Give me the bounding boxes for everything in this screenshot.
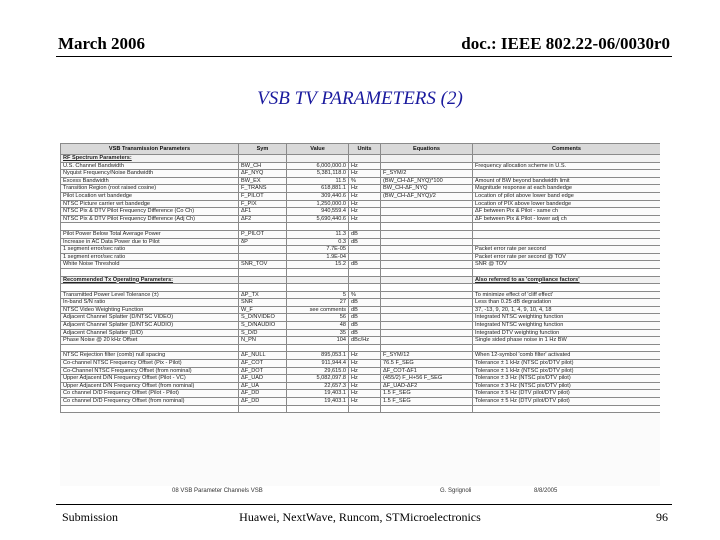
table-cell: 6,000,000.0 bbox=[287, 162, 349, 170]
table-cell: 911,944.4 bbox=[287, 360, 349, 368]
table-cell bbox=[349, 276, 381, 284]
table-cell: F_TRANS bbox=[239, 185, 287, 193]
table-cell: 76.5 F_SEG bbox=[381, 360, 473, 368]
table-cell: Hz bbox=[349, 398, 381, 406]
table-row bbox=[61, 238, 661, 246]
table-cell: 22,657.3 bbox=[287, 382, 349, 390]
table-cell: Also referred to as 'compliance factors' bbox=[473, 276, 661, 284]
table-cell: NTSC Rejection filter (comb) null spacing bbox=[61, 352, 239, 360]
table-cell: W_F bbox=[239, 306, 287, 314]
table-row bbox=[61, 375, 661, 383]
table-cell: S_D/NVIDEO bbox=[239, 314, 287, 322]
table-cell bbox=[473, 230, 661, 238]
table-cell bbox=[239, 344, 287, 352]
table-cell: Recommended Tx Operating Parameters: bbox=[61, 276, 239, 284]
table-cell: ΔF_NULL bbox=[239, 352, 287, 360]
table-cell: 11.5 bbox=[287, 177, 349, 185]
table-cell: 940,559.4 bbox=[287, 208, 349, 216]
table-cell: 37, -13, 9, 20, 1, 4, 9, 10, 4, 18 bbox=[473, 306, 661, 314]
table-cell: Transmitted Power Level Tolerance (±) bbox=[61, 291, 239, 299]
table-cell: dB bbox=[349, 230, 381, 238]
table-cell: ΔF_DOT bbox=[239, 367, 287, 375]
column-header: Equations bbox=[381, 144, 473, 155]
table-row bbox=[61, 367, 661, 375]
footer-divider bbox=[56, 504, 672, 505]
table-cell: ΔF_UAD bbox=[239, 375, 287, 383]
table-cell: 618,881.1 bbox=[287, 185, 349, 193]
table-cell bbox=[473, 170, 661, 178]
table-cell: 29,615.0 bbox=[287, 367, 349, 375]
table-cell: Location of PIX above lower bandedge bbox=[473, 200, 661, 208]
table-cell: see comments bbox=[287, 306, 349, 314]
table-cell: NTSC Video Weighting Function bbox=[61, 306, 239, 314]
table-row bbox=[61, 155, 661, 163]
table-cell bbox=[381, 344, 473, 352]
table-cell: 15.2 bbox=[287, 261, 349, 269]
table-row bbox=[61, 284, 661, 292]
table-cell: 895,053.1 bbox=[287, 352, 349, 360]
table-cell: Hz bbox=[349, 200, 381, 208]
table-row bbox=[61, 398, 661, 406]
table-image-footer bbox=[60, 487, 660, 497]
table-cell bbox=[287, 344, 349, 352]
table-row bbox=[61, 344, 661, 352]
table-cell: White Noise Threshold bbox=[61, 261, 239, 269]
table-cell: Upper Adjacent D/N Frequency Offset (Pilot - VC) bbox=[61, 375, 239, 383]
table-cell: Less than 0.25 dB degradation bbox=[473, 299, 661, 307]
table-cell: dB bbox=[349, 306, 381, 314]
table-cell: Excess Bandwidth bbox=[61, 177, 239, 185]
table-cell bbox=[381, 223, 473, 231]
table-cell bbox=[473, 284, 661, 292]
table-cell bbox=[381, 162, 473, 170]
table-row bbox=[61, 405, 661, 413]
table-cell: dBc/Hz bbox=[349, 337, 381, 345]
table-cell: SNR bbox=[239, 299, 287, 307]
table-cell: Adjacent Channel Splatter (D/NTSC VIDEO) bbox=[61, 314, 239, 322]
table-cell: Hz bbox=[349, 192, 381, 200]
table-cell bbox=[381, 155, 473, 163]
table-cell bbox=[239, 276, 287, 284]
header-doc-id: doc.: IEEE 802.22-06/0030r0 bbox=[461, 34, 670, 53]
table-cell: 5 bbox=[287, 291, 349, 299]
column-header: Comments bbox=[473, 144, 661, 155]
table-cell bbox=[349, 268, 381, 276]
table-cell: BW_EX bbox=[239, 177, 287, 185]
table-cell: S_D/NAUDIO bbox=[239, 322, 287, 330]
table-cell: Integrated NTSC weighting function bbox=[473, 314, 661, 322]
table-cell: In-band S/N ratio bbox=[61, 299, 239, 307]
parameter-table bbox=[60, 143, 660, 413]
table-cell bbox=[349, 253, 381, 261]
table-cell bbox=[381, 291, 473, 299]
table-cell: Hz bbox=[349, 375, 381, 383]
table-row bbox=[61, 291, 661, 299]
table-cell: 56 bbox=[287, 314, 349, 322]
table-cell bbox=[287, 405, 349, 413]
table-cell: ΔF_COT bbox=[239, 360, 287, 368]
table-cell: dB bbox=[349, 238, 381, 246]
table-row bbox=[61, 276, 661, 284]
table-cell bbox=[473, 344, 661, 352]
table-cell bbox=[473, 223, 661, 231]
footer-submission: Submission bbox=[62, 510, 119, 524]
table-cell: Phase Noise @ 20 kHz Offset bbox=[61, 337, 239, 345]
table-cell bbox=[381, 337, 473, 345]
table-cell: Pilot Location wrt bandedge bbox=[61, 192, 239, 200]
table-row bbox=[61, 261, 661, 269]
table-cell: Co-channel NTSC Frequency Offset (Pix - Pilot) bbox=[61, 360, 239, 368]
table-cell: Amount of BW beyond bandwidth limit bbox=[473, 177, 661, 185]
table-row bbox=[61, 215, 661, 223]
table-cell: Pilot Power Below Total Average Power bbox=[61, 230, 239, 238]
table-cell: Frequency allocation scheme in U.S. bbox=[473, 162, 661, 170]
table-cell bbox=[349, 344, 381, 352]
table-cell bbox=[61, 284, 239, 292]
column-header: Value bbox=[287, 144, 349, 155]
table-cell: Nyquist Frequency/Noise Bandwidth bbox=[61, 170, 239, 178]
table-cell bbox=[381, 238, 473, 246]
table-cell bbox=[287, 155, 349, 163]
slide-title: VSB TV PARAMETERS (2) bbox=[257, 88, 463, 109]
table-cell bbox=[287, 268, 349, 276]
table-header-row bbox=[61, 144, 661, 155]
table-cell bbox=[349, 405, 381, 413]
table-cell: Tolerance ± 1 kHz (NTSC pix/DTV pilot) bbox=[473, 360, 661, 368]
header-divider bbox=[56, 56, 672, 57]
table-cell: ΔP_TX bbox=[239, 291, 287, 299]
page-number: 96 bbox=[656, 510, 668, 524]
table-cell: Hz bbox=[349, 352, 381, 360]
table-cell bbox=[381, 230, 473, 238]
table-cell: dB bbox=[349, 261, 381, 269]
table-cell: 48 bbox=[287, 322, 349, 330]
table-cell: 1 segment error/sec ratio bbox=[61, 246, 239, 254]
table-cell: ΔF between Pix & Pilot - lower adj ch bbox=[473, 215, 661, 223]
table-cell: % bbox=[349, 291, 381, 299]
table-cell bbox=[239, 246, 287, 254]
table-cell: Hz bbox=[349, 367, 381, 375]
table-row bbox=[61, 230, 661, 238]
table-cell: Hz bbox=[349, 162, 381, 170]
table-cell: Hz bbox=[349, 382, 381, 390]
table-cell bbox=[239, 405, 287, 413]
table-cell: ΔF_UAD-ΔF2 bbox=[381, 382, 473, 390]
table-cell: δP bbox=[239, 238, 287, 246]
table-cell bbox=[239, 223, 287, 231]
table-cell: SNR_TOV bbox=[239, 261, 287, 269]
table-cell: RF Spectrum Parameters: bbox=[61, 155, 239, 163]
table-cell: (455/2) F_H+56 F_SEG bbox=[381, 375, 473, 383]
table-cell: Integrated DTV weighting function bbox=[473, 329, 661, 337]
table-cell: Adjacent Channel Splatter (D/D) bbox=[61, 329, 239, 337]
table-cell bbox=[287, 284, 349, 292]
table-cell: 1.9E-04 bbox=[287, 253, 349, 261]
table-cell: dB bbox=[349, 329, 381, 337]
table-cell bbox=[381, 215, 473, 223]
table-cell bbox=[239, 155, 287, 163]
table-cell: ΔF2 bbox=[239, 215, 287, 223]
table-cell: dB bbox=[349, 322, 381, 330]
table-footer-author: G. Sgrignoli bbox=[440, 488, 472, 494]
table-body bbox=[61, 155, 661, 413]
table-cell: 19,403.1 bbox=[287, 390, 349, 398]
table-cell: Hz bbox=[349, 215, 381, 223]
table-row bbox=[61, 382, 661, 390]
table-row bbox=[61, 329, 661, 337]
table-row bbox=[61, 208, 661, 216]
table-cell bbox=[381, 405, 473, 413]
table-cell: SNR @ TOV bbox=[473, 261, 661, 269]
table-cell: ΔF_DD bbox=[239, 390, 287, 398]
table-cell: Location of pilot above lower band edge bbox=[473, 192, 661, 200]
header-date: March 2006 bbox=[58, 34, 146, 53]
table-cell bbox=[381, 306, 473, 314]
table-cell bbox=[61, 405, 239, 413]
table-cell bbox=[381, 276, 473, 284]
table-row bbox=[61, 337, 661, 345]
table-cell: Hz bbox=[349, 185, 381, 193]
table-cell bbox=[349, 223, 381, 231]
table-cell: Tolerance ± 1 kHz (NTSC pix/DTV pilot) bbox=[473, 367, 661, 375]
table-cell: U.S. Channel Bandwidth bbox=[61, 162, 239, 170]
table-row bbox=[61, 314, 661, 322]
table-cell: Upper Adjacent D/N Frequency Offset (from nominal) bbox=[61, 382, 239, 390]
table-cell: Hz bbox=[349, 170, 381, 178]
table-cell: F_PILOT bbox=[239, 192, 287, 200]
table-cell: (BW_CH-ΔF_NYQ)/2 bbox=[381, 192, 473, 200]
table-row bbox=[61, 268, 661, 276]
table-cell bbox=[381, 253, 473, 261]
table-cell bbox=[381, 200, 473, 208]
table-cell bbox=[473, 238, 661, 246]
table-cell bbox=[349, 155, 381, 163]
table-cell: N_PN bbox=[239, 337, 287, 345]
table-cell: NTSC Pix & DTV Pilot Frequency Difference (Co Ch) bbox=[61, 208, 239, 216]
table-row bbox=[61, 253, 661, 261]
table-row bbox=[61, 322, 661, 330]
table-cell: 104 bbox=[287, 337, 349, 345]
table-cell: Co channel D/D Frequency Offset (Pilot - Pilot) bbox=[61, 390, 239, 398]
table-cell: Packet error rate per second bbox=[473, 246, 661, 254]
table-cell bbox=[381, 329, 473, 337]
footer-authors: Huawei, NextWave, Runcom, STMicroelectronics bbox=[239, 510, 481, 524]
table-cell bbox=[239, 253, 287, 261]
table-cell: S_D/D bbox=[239, 329, 287, 337]
table-row bbox=[61, 223, 661, 231]
table-cell: F_SYM/2 bbox=[381, 170, 473, 178]
table-row bbox=[61, 299, 661, 307]
table-cell: NTSC Picture carrier wrt bandedge bbox=[61, 200, 239, 208]
table-cell: Single sided phase noise in 1 Hz BW bbox=[473, 337, 661, 345]
table-cell: 0.3 bbox=[287, 238, 349, 246]
table-row bbox=[61, 200, 661, 208]
table-cell bbox=[381, 299, 473, 307]
table-cell: Transition Region (root raised cosine) bbox=[61, 185, 239, 193]
table-cell: Tolerance ± 5 Hz (DTV pilot/DTV pilot) bbox=[473, 390, 661, 398]
table-cell: ΔF_NYQ bbox=[239, 170, 287, 178]
table-cell: ΔF between Pix & Pilot - same ch bbox=[473, 208, 661, 216]
table-row bbox=[61, 360, 661, 368]
table-cell bbox=[381, 246, 473, 254]
table-cell bbox=[239, 268, 287, 276]
table-cell: 7.7E-05 bbox=[287, 246, 349, 254]
table-cell: To minimize effect of 'cliff effect' bbox=[473, 291, 661, 299]
table-cell: Co-Channel NTSC Frequency Offset (from nominal) bbox=[61, 367, 239, 375]
table-cell bbox=[381, 284, 473, 292]
table-cell: Tolerance ± 5 Hz (DTV pilot/DTV pilot) bbox=[473, 398, 661, 406]
column-header: Sym bbox=[239, 144, 287, 155]
table-cell: % bbox=[349, 177, 381, 185]
table-row bbox=[61, 352, 661, 360]
table-cell: When 12-symbol 'comb filter' activated bbox=[473, 352, 661, 360]
table-row bbox=[61, 192, 661, 200]
table-cell: F_PIX bbox=[239, 200, 287, 208]
table-cell bbox=[381, 268, 473, 276]
table-cell bbox=[381, 314, 473, 322]
table-cell bbox=[381, 208, 473, 216]
table-cell: Tolerance ± 3 Hz (NTSC pix/DTV pilot) bbox=[473, 382, 661, 390]
table-cell bbox=[473, 268, 661, 276]
table-cell: (BW_CH-ΔF_NYQ)*100 bbox=[381, 177, 473, 185]
table-row bbox=[61, 390, 661, 398]
table-cell bbox=[61, 223, 239, 231]
table-cell bbox=[381, 322, 473, 330]
table-cell bbox=[349, 284, 381, 292]
table-cell bbox=[349, 246, 381, 254]
table-cell: 35 bbox=[287, 329, 349, 337]
table-cell: dB bbox=[349, 314, 381, 322]
table-cell: F_SYM/12 bbox=[381, 352, 473, 360]
table-cell bbox=[473, 155, 661, 163]
table-cell: ΔF1 bbox=[239, 208, 287, 216]
table-row bbox=[61, 162, 661, 170]
table-cell bbox=[287, 223, 349, 231]
table-cell: 1,250,000.0 bbox=[287, 200, 349, 208]
table-cell: Magnitude response at each bandedge bbox=[473, 185, 661, 193]
table-cell bbox=[61, 344, 239, 352]
table-cell bbox=[61, 268, 239, 276]
table-cell: P_PILOT bbox=[239, 230, 287, 238]
table-cell: Hz bbox=[349, 390, 381, 398]
table-cell: ΔF_COT-ΔF1 bbox=[381, 367, 473, 375]
table-cell: 1.5 F_SEG bbox=[381, 390, 473, 398]
table-cell: Co channel D/D Frequency Offset (from nominal) bbox=[61, 398, 239, 406]
column-header: Units bbox=[349, 144, 381, 155]
table-cell: BW_CH-ΔF_NYQ bbox=[381, 185, 473, 193]
table-cell: Adjacent Channel Splatter (D/NTSC AUDIO) bbox=[61, 322, 239, 330]
table-cell: NTSC Pix & DTV Pilot Frequency Difference (Adj Ch) bbox=[61, 215, 239, 223]
table-cell: Hz bbox=[349, 208, 381, 216]
table-cell: ΔF_DD bbox=[239, 398, 287, 406]
table-cell: 309,440.6 bbox=[287, 192, 349, 200]
table-cell: 1 segment error/sec ratio bbox=[61, 253, 239, 261]
table-cell bbox=[473, 405, 661, 413]
table-cell: 5,082,097.8 bbox=[287, 375, 349, 383]
table-cell: Hz bbox=[349, 360, 381, 368]
table-cell: 5,381,118.0 bbox=[287, 170, 349, 178]
table-cell: 11.3 bbox=[287, 230, 349, 238]
table-cell: 1.5 F_SEG bbox=[381, 398, 473, 406]
table-row bbox=[61, 170, 661, 178]
table-cell bbox=[239, 284, 287, 292]
parameter-table-image bbox=[60, 143, 660, 486]
table-footer-sheet: 08 VSB Parameter Channels VSB bbox=[172, 488, 263, 494]
table-cell: 19,403.1 bbox=[287, 398, 349, 406]
table-row bbox=[61, 185, 661, 193]
table-cell bbox=[287, 276, 349, 284]
table-cell: dB bbox=[349, 299, 381, 307]
table-cell bbox=[381, 261, 473, 269]
table-row bbox=[61, 306, 661, 314]
table-footer-date: 8/8/2005 bbox=[534, 488, 558, 494]
table-row bbox=[61, 177, 661, 185]
table-cell: Packet error rate per second @ TOV bbox=[473, 253, 661, 261]
table-row bbox=[61, 246, 661, 254]
column-header: VSB Transmission Parameters bbox=[61, 144, 239, 155]
table-cell: Tolerance ± 3 Hz (NTSC pix/DTV pilot) bbox=[473, 375, 661, 383]
table-cell: 27 bbox=[287, 299, 349, 307]
table-cell: BW_CH bbox=[239, 162, 287, 170]
table-cell: ΔF_UA bbox=[239, 382, 287, 390]
table-cell: Increase in AC Data Power due to Pilot bbox=[61, 238, 239, 246]
table-cell: Integrated NTSC weighting function bbox=[473, 322, 661, 330]
table-cell: 5,690,440.6 bbox=[287, 215, 349, 223]
